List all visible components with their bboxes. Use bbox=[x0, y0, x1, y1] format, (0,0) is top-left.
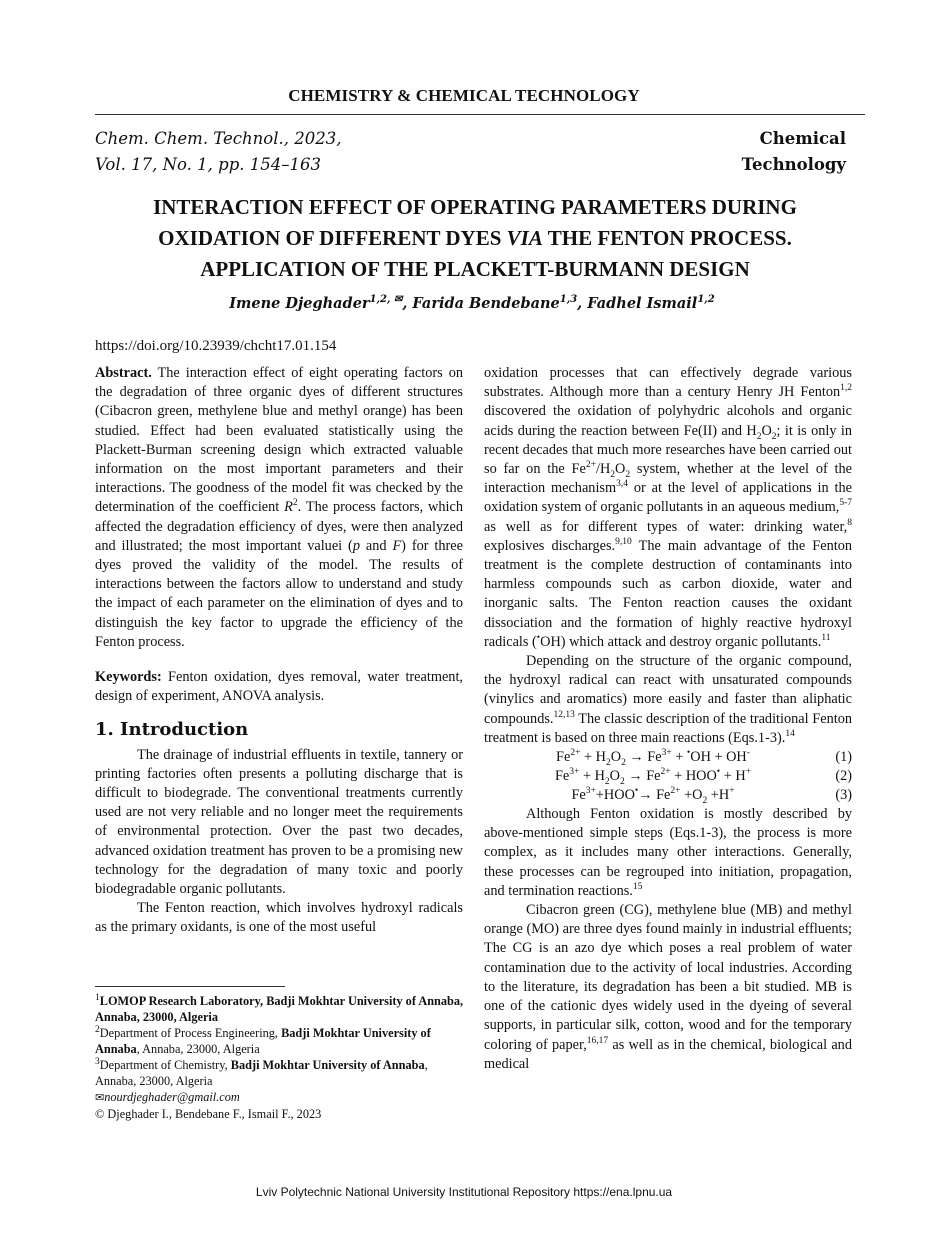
footnotes bbox=[95, 993, 465, 1122]
fn-text: Department of Chemistry, bbox=[99, 1058, 231, 1072]
repository-footer: Lviv Polytechnic National University Institutional Repository https://ena.lpnu.ua bbox=[255, 1185, 673, 1199]
text: as well as in the chemical, biological and medical bbox=[484, 1036, 852, 1072]
sub: 2 bbox=[756, 431, 762, 442]
text: system, whether at the level of the interaction mechanism bbox=[484, 461, 852, 497]
t: O bbox=[609, 768, 620, 785]
text: as well as for different types of water: drinking water, bbox=[484, 518, 848, 535]
t: + bbox=[745, 767, 752, 778]
text: O bbox=[615, 461, 626, 478]
abstract bbox=[95, 364, 463, 652]
t: +O bbox=[680, 787, 703, 804]
email-link[interactable]: nourdjeghader@gmail.com bbox=[104, 1090, 240, 1104]
text: discovered the oxidation of polyhydric alcohols and organic acids during the reaction between Fe(II) and H bbox=[484, 403, 852, 439]
fn-num: 2 bbox=[95, 1024, 100, 1035]
fn-text: LOMOP Research Laboratory, Badji Mokhtar University of Annaba, Annaba, 23000, Algeria bbox=[95, 994, 464, 1024]
text: Cibacron green (CG), methylene blue (MB) and methyl orange (MO) are three dyes found mainly in industrial effluents; The CG is an azo dye which poses a real problem of water contamination due to the activity of local industries. According to the literature, its degradation has been a bit studied. MB is one of the cationic dyes widely used in the dyeing of several supports, in particular silk, cotton, wood and for the temporary coloring of paper, bbox=[484, 902, 852, 1053]
text: or at the level of applications in the oxidation system of organic pollutants in an aqueous medium, bbox=[484, 480, 852, 516]
ref: 3,4 bbox=[616, 479, 628, 490]
ref: 1,2 bbox=[840, 383, 852, 394]
abstract-f: F bbox=[392, 537, 402, 554]
abstract-text: ) for three dyes proved the validity of the model. The results of interactions between the factors allow to understand and study the impact of each parameter on the elimination of dyes and to distinguish the key factor to upgrade the efficiency of the Fenton process. bbox=[95, 537, 463, 650]
footnote-3 bbox=[95, 1057, 465, 1089]
text: O bbox=[761, 422, 772, 439]
equation-1-number: (1) bbox=[835, 749, 852, 766]
t: 2 bbox=[606, 757, 611, 768]
copyright: © Djeghader I., Bendebane F., Ismail F., 2023 bbox=[95, 1107, 322, 1121]
journal-name: CHEMISTRY & CHEMICAL TECHNOLOGY bbox=[288, 86, 640, 105]
title-line-2 bbox=[95, 223, 855, 254]
abstract-text: The interaction effect of eight operating factors on the degradation of three organic dyes of different structures (Cibacron green, methylene blue and methyl orange) has been studied. Effect had been evaluated statistically using the Plackett-Burman screening design which extracted valuable information on the most important parameters and their interactions. The goodness of the model fit was checked by the determination of the coefficient bbox=[95, 365, 463, 516]
t: 2 bbox=[621, 757, 626, 768]
t: 2 bbox=[604, 776, 610, 787]
intro-paragraph-1: The drainage of industrial effluents in textile, tannery or printing factories often presents a polluting discharge that is difficult to biodegrade. The conventional treatments currently used are not very reliable and no longer meet the requirements of environmental protection. Over the past two decades, advanced oxidation treatment has proven to be a promising new technology for the degradation of many toxic and poorly biodegradable organic pollutants. bbox=[95, 746, 463, 898]
equation-3 bbox=[484, 786, 852, 805]
fn-text: Badji Mokhtar University of Annaba bbox=[230, 1058, 425, 1072]
equation-3-number: (3) bbox=[835, 787, 852, 804]
t: 2 bbox=[702, 795, 708, 806]
fn-text: Department of Process Engineering, bbox=[99, 1026, 282, 1040]
right-paragraph-2 bbox=[484, 652, 852, 748]
text: ; it is only in recent decades that much more researches have been carried out so far on the Fe bbox=[484, 422, 852, 478]
equation-2-number: (2) bbox=[835, 768, 852, 785]
ref: 14 bbox=[785, 729, 795, 740]
t: • bbox=[634, 786, 639, 797]
text: oxidation processes that can effectively degrade various substrates. Although more than a century Henry JH Fenton bbox=[484, 365, 852, 401]
t: - bbox=[746, 748, 750, 759]
abstract-label: Abstract. bbox=[95, 365, 152, 381]
radical-dot: • bbox=[536, 633, 541, 644]
section-heading-introduction: 1. Introduction bbox=[95, 719, 249, 741]
ref: 16,17 bbox=[586, 1035, 609, 1046]
sub: 2 bbox=[771, 431, 777, 442]
sub: 2 bbox=[610, 469, 616, 480]
right-paragraph-4 bbox=[484, 901, 852, 1074]
t: + bbox=[671, 749, 687, 766]
envelope-icon: ✉ bbox=[393, 294, 403, 306]
header-rule bbox=[95, 114, 865, 115]
left-column bbox=[95, 364, 463, 938]
equation-2 bbox=[484, 767, 852, 786]
author-2: , Farida Bendebane bbox=[402, 295, 560, 312]
author-3-affil: 1,2 bbox=[697, 294, 715, 306]
journal-short-1: Chemical bbox=[759, 129, 846, 148]
title-via: VIA bbox=[506, 226, 543, 250]
title-part: OXIDATION OF DIFFERENT DYES bbox=[158, 226, 507, 250]
citation-left bbox=[95, 126, 341, 178]
ref: 12,13 bbox=[553, 709, 575, 720]
t: + HOO bbox=[670, 768, 717, 785]
abstract-r: R bbox=[284, 499, 293, 516]
fn-num: 3 bbox=[95, 1056, 100, 1067]
text: /H bbox=[595, 461, 611, 478]
t: 2+ bbox=[570, 748, 581, 759]
t: OH + OH bbox=[690, 749, 747, 766]
abstract-p: p bbox=[352, 537, 360, 554]
keywords bbox=[95, 668, 463, 706]
fn-text: Badji Mokhtar University of Annaba bbox=[95, 1026, 431, 1056]
t: → Fe bbox=[638, 787, 671, 804]
author-1: Imene Djeghader bbox=[229, 295, 370, 312]
t: + H bbox=[720, 768, 746, 785]
ref: 8 bbox=[847, 517, 852, 528]
fn-text: , Annaba, 23000, Algeria bbox=[95, 1058, 428, 1088]
t: 2+ bbox=[660, 767, 671, 778]
t: + bbox=[729, 786, 735, 797]
charge: 2+ bbox=[585, 460, 596, 471]
t: +H bbox=[707, 787, 730, 804]
ref: 11 bbox=[821, 633, 831, 644]
keywords-text: Fenton oxidation, dyes removal, water treatment, design of experiment, ANOVA analysis. bbox=[95, 669, 463, 705]
text: The classic description of the traditional Fenton treatment is based on three main reactions (Eqs.1-3). bbox=[484, 710, 852, 746]
t: → Fe bbox=[624, 768, 661, 785]
t: • bbox=[716, 767, 721, 778]
envelope-icon: ✉ bbox=[95, 1092, 105, 1104]
t: O bbox=[610, 749, 622, 766]
ref: 9,10 bbox=[615, 537, 632, 548]
t: Fe bbox=[571, 787, 586, 804]
text: The main advantage of the Fenton treatment is the complete destruction of contaminants into harmless compounds such as carbon dioxide, water and inorganic salts. The Fenton reaction causes the oxidant dissociation and the formation of highly reactive hydroxyl radicals ( bbox=[484, 537, 852, 650]
text: OH) which attack and destroy organic pollutants. bbox=[540, 633, 822, 650]
keywords-label: Keywords: bbox=[95, 669, 162, 686]
t: +HOO bbox=[595, 787, 635, 804]
footnote-email bbox=[95, 1089, 465, 1106]
citation-line-1: Chem. Chem. Technol., 2023, bbox=[95, 129, 342, 148]
abstract-text: . The process factors, which affected the degradation efficiency of dyes, were then analyzed and illustrated; the most important valuei ( bbox=[95, 499, 463, 554]
title-line-3: APPLICATION OF THE PLACKETT-BURMANN DESIGN bbox=[200, 257, 750, 281]
journal-short-2: Technology bbox=[741, 155, 846, 174]
ref: 15 bbox=[632, 882, 643, 893]
t: 3+ bbox=[569, 767, 580, 778]
t: + H bbox=[579, 768, 605, 785]
equation-1 bbox=[484, 748, 852, 767]
citation-line-2: Vol. 17, No. 1, pp. 154–163 bbox=[95, 155, 321, 174]
ref: 5-7 bbox=[839, 498, 852, 509]
doi-link[interactable]: https://doi.org/10.23939/chcht17.01.154 bbox=[95, 338, 337, 354]
t: → Fe bbox=[625, 749, 662, 766]
equation-1-body bbox=[484, 748, 822, 767]
author-1-affil: 1,2, bbox=[369, 294, 394, 306]
intro-paragraph-2: The Fenton reaction, which involves hydroxyl radicals as the primary oxidants, is one of the most useful bbox=[95, 900, 463, 936]
right-column bbox=[484, 364, 852, 1074]
footnote-2 bbox=[95, 1025, 465, 1057]
title-part: THE FENTON PROCESS. bbox=[542, 226, 792, 250]
author-2-affil: 1,3 bbox=[559, 294, 578, 306]
t: + H bbox=[580, 749, 607, 766]
right-paragraph-1 bbox=[484, 364, 852, 652]
footnote-1 bbox=[95, 993, 465, 1025]
t: 2+ bbox=[670, 786, 681, 797]
t: 3+ bbox=[585, 786, 596, 797]
t: • bbox=[686, 748, 691, 759]
title-line-1: INTERACTION EFFECT OF OPERATING PARAMETERS DURING bbox=[153, 195, 797, 219]
text: Although Fenton oxidation is mostly described by above-mentioned simple steps (Eqs.1-3), the process is more complex, as it includes many other interactions. Generally, these processes can be regrouped into initiation, propagation, and termination reactions. bbox=[484, 806, 852, 899]
equation-3-body bbox=[484, 786, 822, 805]
right-paragraph-3 bbox=[484, 805, 852, 901]
text: explosives discharges. bbox=[484, 537, 616, 554]
authors bbox=[0, 295, 928, 312]
t: Fe bbox=[554, 768, 570, 785]
t: 2 bbox=[620, 776, 625, 787]
fn-num: 1 bbox=[95, 992, 100, 1003]
abstract-text: and bbox=[359, 537, 393, 554]
equation-2-body bbox=[484, 767, 822, 786]
text: Depending on the structure of the organic compound, the hydroxyl radical can react with unsaturated compounds (vinylics and aromatics) more easily and faster than aliphatic compounds. bbox=[484, 653, 852, 727]
footnote-rule bbox=[95, 986, 285, 987]
sub: 2 bbox=[625, 469, 631, 480]
t: 3+ bbox=[661, 748, 672, 759]
author-3: , Fadhel Ismail bbox=[577, 295, 698, 312]
article-title bbox=[95, 192, 855, 285]
t: Fe bbox=[556, 749, 571, 766]
fn-text: , Annaba, 23000, Algeria bbox=[136, 1042, 260, 1056]
abstract-r-sup: 2 bbox=[292, 498, 298, 509]
citation-right bbox=[742, 126, 846, 178]
